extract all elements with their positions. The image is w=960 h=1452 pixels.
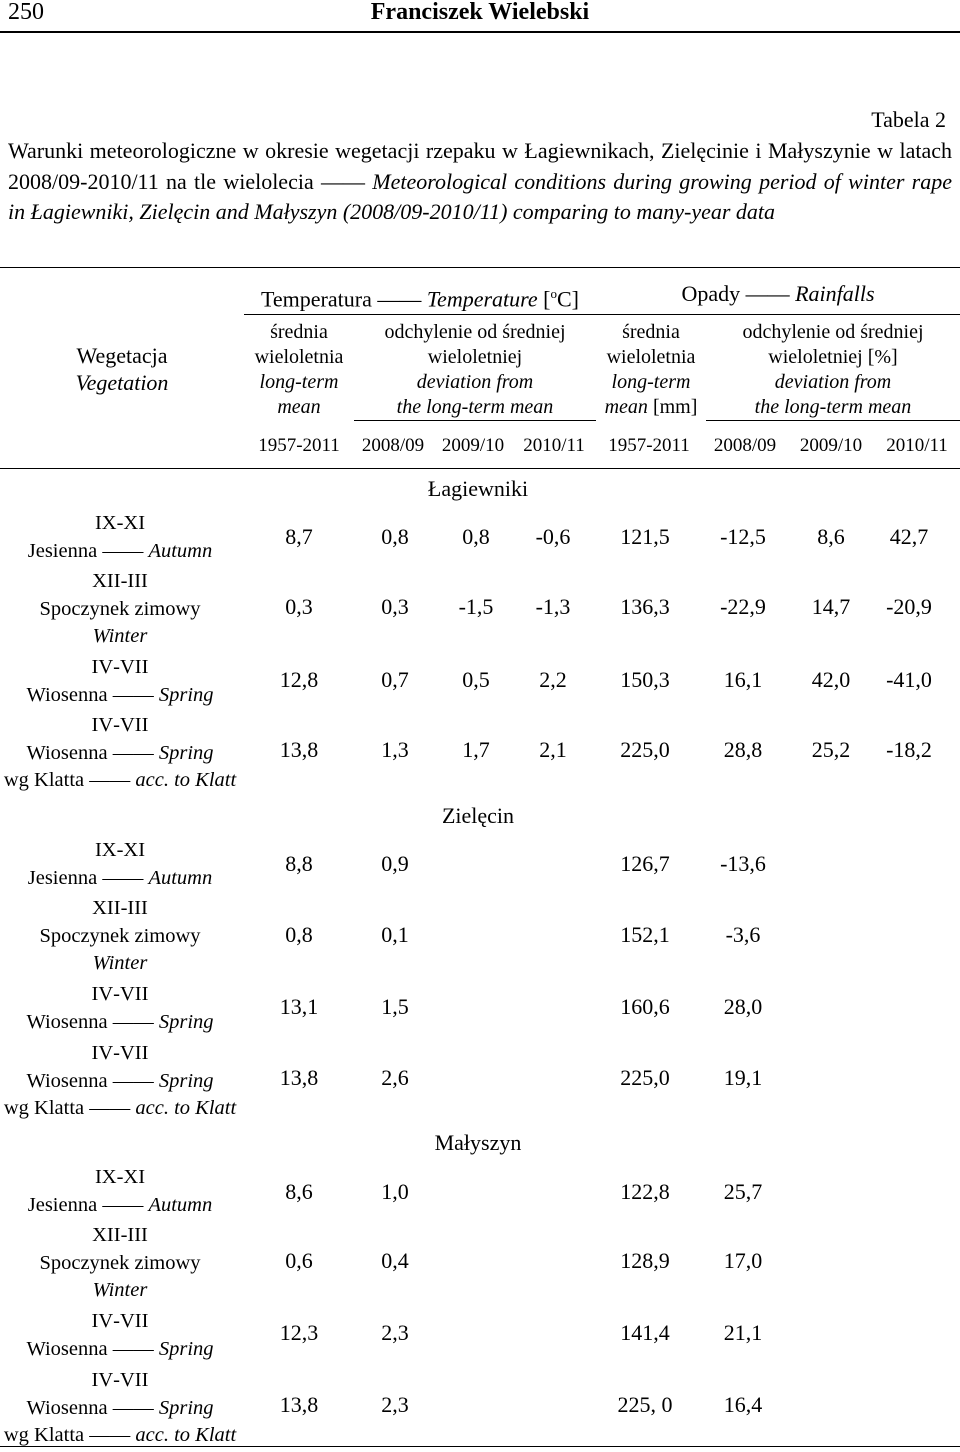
table-label: Tabela 2 xyxy=(871,107,946,132)
cell: 121,5 xyxy=(620,524,670,549)
cell: 25,7 xyxy=(723,1179,763,1204)
cell: 0,9 xyxy=(381,851,409,876)
table-caption xyxy=(8,136,952,228)
period-spring: IV‑VII Wiosenna —— Spring xyxy=(26,983,214,1033)
cell: 0,8 xyxy=(381,524,409,549)
rainfalls-group-rule xyxy=(596,314,960,315)
cell: 12,8 xyxy=(279,667,319,692)
cell: 8,7 xyxy=(285,524,313,549)
period-spring-klatt: IV‑VII Wiosenna —— Spring wg Klatta —— acc. to Klatt xyxy=(3,1369,237,1446)
period-winter: XII‑III Spoczynek zimowy Winter xyxy=(39,570,201,647)
cell: 2,2 xyxy=(539,667,567,692)
cell: 225, 0 xyxy=(617,1392,673,1417)
cell: 12,3 xyxy=(279,1320,319,1345)
year-col-3: 2009/10 xyxy=(441,435,505,456)
cell: 2,6 xyxy=(381,1065,409,1090)
header-bottom-rule xyxy=(0,468,960,469)
caption-dash: —— xyxy=(313,168,373,194)
cell: 13,8 xyxy=(279,737,319,762)
year-col-1: 1957‑2011 xyxy=(258,435,340,456)
cell: 0,8 xyxy=(462,524,490,549)
period-autumn: IX‑XI Jesienna —— Autumn xyxy=(27,839,213,889)
period-spring-klatt: IV‑VII Wiosenna —— Spring wg Klatta —— acc. to Klatt xyxy=(3,1042,237,1119)
cell: 150,3 xyxy=(620,667,670,692)
cell: 28,0 xyxy=(723,994,763,1019)
cell: 152,1 xyxy=(620,922,670,947)
cell: -0,6 xyxy=(535,524,571,549)
cell: -3,6 xyxy=(725,922,761,947)
deviation-rain-rule xyxy=(706,420,960,421)
cell: 16,1 xyxy=(723,667,763,692)
cell: 126,7 xyxy=(620,851,670,876)
cell: 13,1 xyxy=(279,994,319,1019)
table-top-rule xyxy=(0,267,960,268)
section-title-lagiewniki: Łagiewniki xyxy=(427,476,529,501)
cell: 1,7 xyxy=(462,737,490,762)
period-autumn: IX‑XI Jesienna —— Autumn xyxy=(27,512,213,562)
cell: 42,0 xyxy=(811,667,851,692)
cell: 225,0 xyxy=(620,737,670,762)
cell: -22,9 xyxy=(720,594,766,619)
cell: -12,5 xyxy=(720,524,766,549)
cell: 136,3 xyxy=(620,594,670,619)
cell: -13,6 xyxy=(720,851,766,876)
cell: 1,5 xyxy=(381,994,409,1019)
period-spring: IV‑VII Wiosenna —— Spring xyxy=(26,1310,214,1360)
running-head-author: Franciszek Wielebski xyxy=(370,0,590,25)
cell: 42,7 xyxy=(889,524,929,549)
cell: 225,0 xyxy=(620,1065,670,1090)
year-col-4: 2010/11 xyxy=(523,435,585,456)
header-rule xyxy=(0,31,960,33)
cell: 2,1 xyxy=(539,737,567,762)
cell: 19,1 xyxy=(723,1065,763,1090)
cell: 0,3 xyxy=(285,594,313,619)
section-title-malyszyn: Małyszyn xyxy=(434,1130,522,1155)
temperature-group-rule xyxy=(244,314,596,315)
cell: 1,3 xyxy=(381,737,409,762)
temp-deviation-header: odchylenie od średniej wieloletniej deviation from the long-term mean xyxy=(384,321,566,418)
period-spring-klatt: IV‑VII Wiosenna —— Spring wg Klatta —— acc. to Klatt xyxy=(3,714,237,791)
cell: 0,7 xyxy=(381,667,409,692)
cell: 160,6 xyxy=(620,994,670,1019)
cell: 21,1 xyxy=(723,1320,763,1345)
cell: -41,0 xyxy=(886,667,932,692)
period-autumn: IX‑XI Jesienna —— Autumn xyxy=(27,1166,213,1216)
period-winter: XII‑III Spoczynek zimowy Winter xyxy=(39,1224,201,1301)
cell: -18,2 xyxy=(886,737,932,762)
cell: -1,3 xyxy=(535,594,571,619)
year-col-8: 2010/11 xyxy=(886,435,948,456)
cell: 13,8 xyxy=(279,1065,319,1090)
rain-deviation-header: odchylenie od średniej wieloletniej [%] deviation from the long-term mean xyxy=(742,321,924,418)
year-col-2: 2008/09 xyxy=(361,435,425,456)
temperature-group-header: Temperatura —— Temperature [$^o$C] xyxy=(261,286,579,312)
period-spring: IV‑VII Wiosenna —— Spring xyxy=(26,656,214,706)
deviation-temp-rule xyxy=(354,420,596,421)
rainfalls-group-header: Opady —— Rainfalls xyxy=(681,281,875,306)
cell: 2,3 xyxy=(381,1392,409,1417)
cell: 17,0 xyxy=(723,1248,763,1273)
cell: 0,4 xyxy=(381,1248,409,1273)
cell: 13,8 xyxy=(279,1392,319,1417)
cell: 0,5 xyxy=(462,667,490,692)
cell: 28,8 xyxy=(723,737,763,762)
year-col-6: 2008/09 xyxy=(713,435,777,456)
rain-mean-header: średnia wieloletnia long-term mean [mm] xyxy=(604,321,698,418)
cell: 0,6 xyxy=(285,1248,313,1273)
section-title-zielecin: Zielęcin xyxy=(441,803,515,828)
cell: 128,9 xyxy=(620,1248,670,1273)
cell: 8,6 xyxy=(285,1179,313,1204)
period-winter: XII‑III Spoczynek zimowy Winter xyxy=(39,897,201,974)
cell: 16,4 xyxy=(723,1392,763,1417)
cell: -1,5 xyxy=(458,594,494,619)
cell: 8,8 xyxy=(285,851,313,876)
year-col-7: 2009/10 xyxy=(799,435,863,456)
cell: -20,9 xyxy=(886,594,932,619)
cell: 0,3 xyxy=(381,594,409,619)
vegetation-header: Wegetacja Vegetation xyxy=(75,343,169,395)
cell: 0,8 xyxy=(285,922,313,947)
cell: 8,6 xyxy=(817,524,845,549)
cell: 25,2 xyxy=(811,737,851,762)
year-col-5: 1957‑2011 xyxy=(608,435,690,456)
cell: 14,7 xyxy=(811,594,851,619)
cell: 0,1 xyxy=(381,922,409,947)
cell: 2,3 xyxy=(381,1320,409,1345)
caption-en: Meteorological conditions during growing period of winter rape in Łagiewniki, Zielęcin and Małyszyn (2008/09‑2010/11) comparing to many-year data xyxy=(8,168,952,224)
cell: 122,8 xyxy=(620,1179,670,1204)
temp-mean-header: średnia wieloletnia long-term mean xyxy=(254,321,344,418)
cell: 1,0 xyxy=(381,1179,409,1204)
caption-pl: Warunki meteorologiczne w okresie wegetacji rzepaku w Łagiewnikach, Zielęcinie i Małyszynie w latach 2008/09‑2010/11 na tle wielolecia xyxy=(8,138,952,194)
cell: 141,4 xyxy=(620,1320,670,1345)
page-number: 250 xyxy=(8,0,44,25)
